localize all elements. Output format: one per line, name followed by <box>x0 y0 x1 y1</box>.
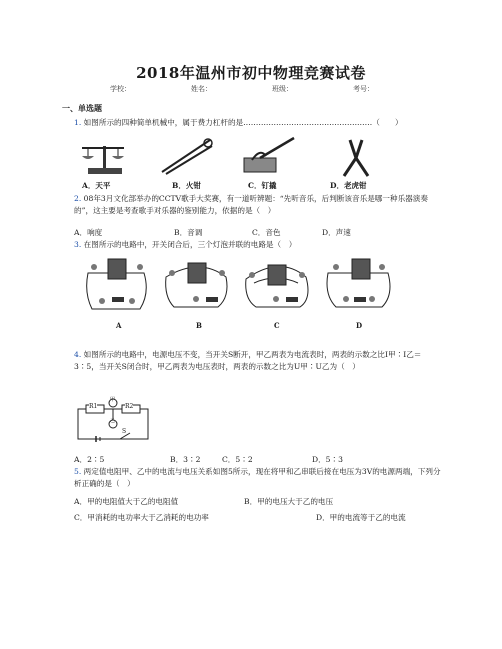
q4-option-d: D．5∶3 <box>312 455 343 464</box>
number-label: 考号： <box>353 85 374 93</box>
q5-option-c: C．甲消耗的电功率大于乙消耗的电功率 <box>74 513 209 522</box>
q2-option-d: D．声速 <box>322 228 351 237</box>
question-1-text: 如图所示的四种简单机械中，属于费力杠杆的是……………………………………………（ ） <box>83 118 403 127</box>
page-title: 2018年温州市初中物理竞赛试卷 <box>136 64 366 82</box>
student-info-row <box>0 84 502 94</box>
q5-option-b: B．甲的电压大于乙的电压 <box>244 497 334 506</box>
q5-option-a: A．甲的电阻值大于乙的电阻值 <box>74 497 179 506</box>
question-5-number: 5. <box>74 467 82 476</box>
name-label: 姓名： <box>191 85 212 93</box>
number-field <box>353 84 392 94</box>
question-3-number: 3. <box>74 240 82 249</box>
question-4-text: 如图所示的电路中，电源电压不变，当开关S断开，甲乙两表为电流表时，两表的示数之比I甲∶I乙＝3∶5，当开关S闭合时，甲乙两表为电压表时，两表的示数之比为U甲∶U乙为（ ） <box>74 350 422 371</box>
q4-meter-yi-label: 乙 <box>110 418 116 424</box>
name-field <box>191 84 230 94</box>
circuit-diagram-c <box>240 253 314 315</box>
q4-option-c: C．5∶2 <box>222 455 253 464</box>
question-2-number: 2. <box>74 194 82 203</box>
q2-option-b: B．音调 <box>174 228 203 237</box>
circuit-diagram-d <box>322 253 396 315</box>
class-field <box>272 84 311 94</box>
circuit-label-d: D <box>356 321 363 330</box>
fire-tongs-image <box>158 136 214 176</box>
q4-option-b: B．3∶2 <box>170 455 201 464</box>
question-4 <box>74 349 444 372</box>
question-3-text: 在图所示的电路中，开关闭合后，三个灯泡并联的电路是（ ） <box>83 240 297 249</box>
question-2 <box>74 193 444 216</box>
question-1-number: 1. <box>74 118 82 127</box>
pliers-image <box>336 134 376 178</box>
q2-option-c: C．音色 <box>252 228 281 237</box>
q2-options <box>74 227 351 238</box>
q4-meter-jia-label: 甲 <box>110 397 116 403</box>
q1-option-d: D．老虎钳 <box>330 181 367 190</box>
question-3 <box>74 239 444 251</box>
q5-option-d: D．甲的电流等于乙的电流 <box>316 513 406 522</box>
q2-option-a: A．响度 <box>74 228 103 237</box>
question-5-text: 两定值电阻甲、乙中的电流与电压关系如图5所示，现在将甲和乙串联后接在电压为3V的电源两端，下列分析正确的是（ ） <box>74 467 441 488</box>
circuit-label-c: C <box>274 321 280 330</box>
q5-options-row1 <box>74 496 333 507</box>
q5-options-row2 <box>74 512 406 523</box>
circuit-label-a: A <box>116 321 122 330</box>
q4-options <box>74 454 343 465</box>
class-label: 班级： <box>272 85 293 93</box>
question-2-text: 08年3月文化部举办的CCTV歌手大奖赛，有一道听辨题：“先听音乐，后判断该音乐是哪一种乐器演奏的”，这主要是考查歌手对乐器的鉴别能力，依据的是（ ） <box>74 194 428 215</box>
question-1 <box>74 117 444 129</box>
balance-scale-image <box>78 134 128 178</box>
question-4-number: 4. <box>74 350 82 359</box>
circuit-diagram-b <box>160 253 234 315</box>
q4-switch-label: S <box>122 428 127 435</box>
section-heading: 一、单选题 <box>62 103 102 113</box>
circuit-diagram-a <box>80 253 154 315</box>
circuit-label-b: B <box>196 321 202 330</box>
q1-option-c: C．钉撬 <box>248 181 277 190</box>
school-field <box>110 84 149 94</box>
q4-option-a: A．2∶5 <box>74 455 105 464</box>
q1-option-b: B．火钳 <box>172 181 201 190</box>
question-5 <box>74 466 444 489</box>
school-label: 学校： <box>110 85 131 93</box>
nail-puller-image <box>240 134 298 176</box>
q4-r1-label: R1 <box>89 403 98 410</box>
q1-option-a: A．天平 <box>82 181 111 190</box>
q4-r2-label: R2 <box>125 403 134 410</box>
